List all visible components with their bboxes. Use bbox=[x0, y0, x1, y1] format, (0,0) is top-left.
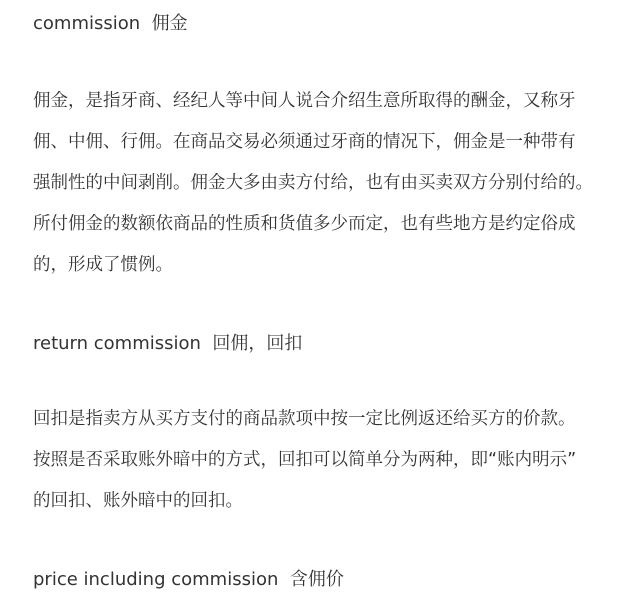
paragraph-line: 的，形成了惯例。 bbox=[33, 255, 173, 275]
paragraph-line: 佣、中佣、行佣。在商品交易必须通过牙商的情况下，佣金是一种带有 bbox=[33, 132, 576, 152]
paragraph-line: 佣金，是指牙商、经纪人等中间人说合介绍生意所取得的酬金，又称牙 bbox=[33, 91, 576, 111]
paragraph-line: 的回扣、账外暗中的回扣。 bbox=[33, 491, 243, 511]
definition-paragraph-return-commission bbox=[33, 399, 593, 522]
term-heading-commission: commission 佣金 bbox=[33, 13, 188, 34]
term-heading-return-commission: return commission 回佣，回扣 bbox=[33, 333, 303, 354]
paragraph-line: 回扣是指卖方从买方支付的商品款项中按一定比例返还给买方的价款。 bbox=[33, 409, 576, 429]
paragraph-line: 所付佣金的数额依商品的性质和货值多少而定，也有些地方是约定俗成 bbox=[33, 214, 576, 234]
term-heading-price-including-commission: price including commission 含佣价 bbox=[33, 569, 344, 590]
paragraph-line: 按照是否采取账外暗中的方式，回扣可以简单分为两种，即“账内明示” bbox=[33, 450, 577, 470]
paragraph-line: 强制性的中间剥削。佣金大多由卖方付给，也有由买卖双方分别付给的。 bbox=[33, 173, 593, 193]
definition-paragraph-commission bbox=[33, 81, 593, 286]
